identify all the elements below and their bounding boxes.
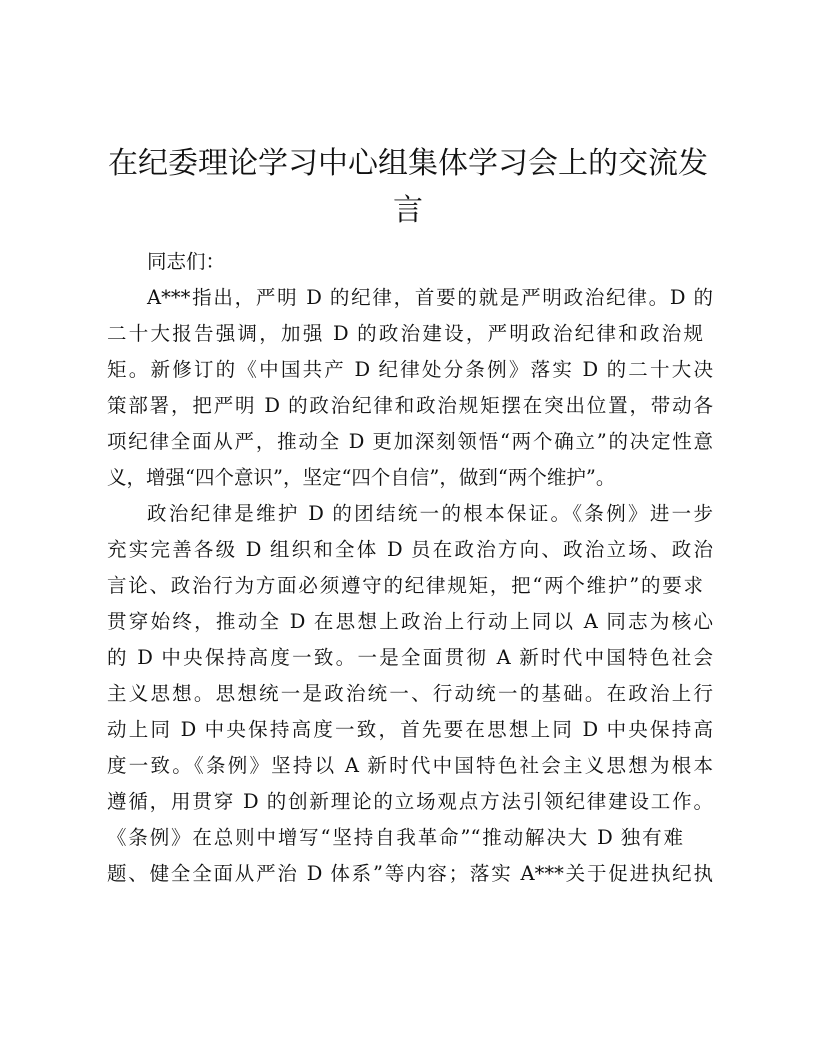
- text-line: 策部署，把严明 D 的政治纪律和政治规矩摆在突出位置，带动各: [107, 394, 713, 417]
- text-line: 充实完善各级 D 组织和全体 D 员在政治方向、政治立场、政治: [107, 538, 713, 561]
- document-title: [100, 140, 716, 234]
- document-body: [107, 244, 713, 892]
- paragraph: [107, 496, 713, 892]
- title-line: 言: [393, 193, 423, 228]
- text-line: A***指出，严明 D 的纪律，首要的就是严明政治纪律。D 的: [147, 286, 713, 309]
- text-line: 政治纪律是维护 D 的团结统一的根本保证。《条例》进一步: [147, 502, 713, 525]
- text-line: 《条例》在总则中增写“坚持自我革命”“推动解决大 D 独有难: [107, 826, 683, 849]
- text-line: 主义思想。思想统一是政治统一、行动统一的基础。在政治上行: [107, 682, 713, 705]
- text-line: 言论、政治行为方面必须遵守的纪律规矩，把“两个维护”的要求: [107, 574, 703, 597]
- text-line: 矩。新修订的《中国共产 D 纪律处分条例》落实 D 的二十大决: [107, 358, 713, 381]
- text-line: 义，增强“四个意识”，坚定“四个自信”，做到“两个维护”。: [107, 466, 616, 489]
- paragraph: [107, 280, 713, 496]
- text-line: 二十大报告强调，加强 D 的政治建设，严明政治纪律和政治规: [107, 322, 703, 345]
- text-line: 动上同 D 中央保持高度一致，首先要在思想上同 D 中央保持高: [107, 718, 713, 741]
- text-line: 遵循，用贯穿 D 的创新理论的立场观点方法引领纪律建设工作。: [107, 790, 713, 813]
- text-line: 的 D 中央保持高度一致。一是全面贯彻 A 新时代中国特色社会: [107, 646, 713, 669]
- text-line: 题、健全全面从严治 D 体系”等内容；落实 A***关于促进执纪执: [107, 862, 713, 885]
- text-line: 度一致。《条例》坚持以 A 新时代中国特色社会主义思想为根本: [107, 754, 713, 777]
- salutation: 同志们：: [147, 250, 226, 273]
- text-line: 贯穿始终，推动全 D 在思想上政治上行动上同以 A 同志为核心: [107, 610, 713, 633]
- title-line: 在纪委理论学习中心组集体学习会上的交流发: [108, 146, 708, 181]
- text-line: 项纪律全面从严，推动全 D 更加深刻领悟“两个确立”的决定性意: [107, 430, 713, 453]
